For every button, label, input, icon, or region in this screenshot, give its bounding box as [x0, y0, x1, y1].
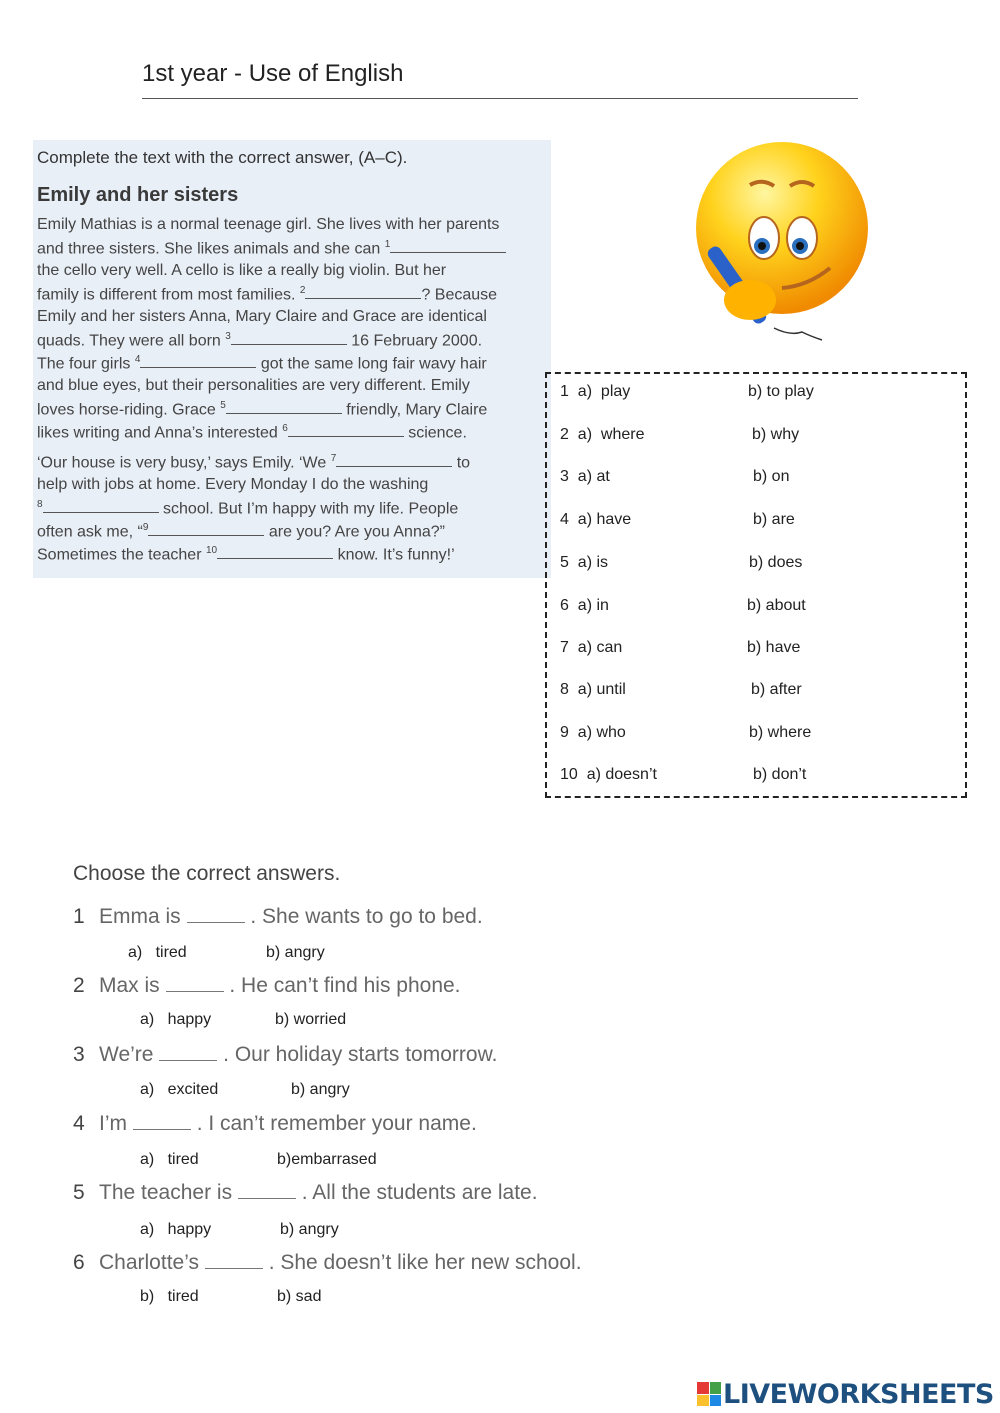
- reading-line: Sometimes the teacher $^{10}$ know. It’s funny!’: [37, 545, 455, 564]
- answer-option-b[interactable]: b) don’t: [753, 766, 807, 783]
- answer-option-b[interactable]: b) about: [747, 597, 806, 614]
- blank-6[interactable]: [288, 424, 404, 437]
- answer-row: 3 a) at: [560, 468, 610, 485]
- reading-line: likes writing and Anna’s interested $^6$ science.: [37, 423, 467, 442]
- option-a[interactable]: a) tired: [128, 944, 187, 961]
- option-a[interactable]: a) tired: [140, 1151, 199, 1168]
- answer-row: 9 a) who: [560, 724, 626, 741]
- answer-row: 6 a) in: [560, 597, 609, 614]
- reading-line: ‘Our house is very busy,’ says Emily. ‘We $^7$ to: [37, 453, 471, 472]
- option-a[interactable]: b) tired: [140, 1288, 199, 1305]
- blank-7[interactable]: [336, 454, 452, 467]
- question-5: 5 The teacher is . All the students are late.: [73, 1181, 538, 1204]
- option-a[interactable]: a) happy: [140, 1221, 212, 1238]
- answer-option-b[interactable]: b) why: [752, 426, 800, 443]
- answer-option-b[interactable]: b) to play: [748, 383, 814, 400]
- answer-option-a[interactable]: a) have: [577, 511, 632, 528]
- reading-line: Emily and her sisters Anna, Mary Claire and Grace are identical: [37, 308, 487, 325]
- answer-option-a[interactable]: a) until: [577, 681, 626, 698]
- answer-option-b[interactable]: b) after: [751, 681, 802, 698]
- answer-option-a[interactable]: a) can: [577, 639, 623, 656]
- question-blank[interactable]: [187, 908, 245, 923]
- blank-3[interactable]: [231, 332, 347, 345]
- liveworksheets-logo: [697, 1378, 994, 1410]
- blank-10[interactable]: [217, 546, 333, 559]
- choose-section-title: Choose the correct answers.: [73, 862, 341, 885]
- question-3: 3 We’re . Our holiday starts tomorrow.: [73, 1043, 498, 1066]
- reading-line: often ask me, “$^9$ are you? Are you Anna?”: [37, 522, 445, 541]
- question-6: 6 Charlotte’s . She doesn’t like her new school.: [73, 1251, 582, 1274]
- answer-option-a[interactable]: a) is: [577, 554, 609, 571]
- answer-option-a[interactable]: a) where: [577, 426, 645, 443]
- blank-8[interactable]: [43, 500, 159, 513]
- answer-row: 1 a) play: [560, 383, 631, 400]
- reading-line: and three sisters. She likes animals and she can $^1$: [37, 239, 506, 258]
- reading-line: help with jobs at home. Every Monday I do the washing: [37, 476, 429, 493]
- writing-emoji-icon: [690, 140, 880, 350]
- option-a[interactable]: a) happy: [140, 1011, 212, 1028]
- blank-9[interactable]: [148, 523, 264, 536]
- answer-row: 5 a) is: [560, 554, 609, 571]
- question-4: 4 I’m . I can’t remember your name.: [73, 1112, 477, 1135]
- reading-line: and blue eyes, but their personalities are very different. Emily: [37, 377, 470, 394]
- answer-option-a[interactable]: a) doesn’t: [586, 766, 657, 783]
- answer-row: 4 a) have: [560, 511, 632, 528]
- blank-5[interactable]: [226, 401, 342, 414]
- question-blank[interactable]: [166, 977, 224, 992]
- logo-mark-icon: [697, 1382, 721, 1406]
- answer-option-a[interactable]: a) at: [577, 468, 610, 485]
- reading-line: loves horse-riding. Grace $^5$ friendly, Mary Claire: [37, 400, 488, 419]
- option-b[interactable]: b) worried: [275, 1011, 347, 1028]
- answer-option-a[interactable]: a) in: [577, 597, 609, 614]
- question-blank[interactable]: [238, 1184, 296, 1199]
- answer-option-b[interactable]: b) are: [753, 511, 795, 528]
- blank-1[interactable]: [390, 240, 506, 253]
- answer-row: 7 a) can: [560, 639, 623, 656]
- answer-row: 2 a) where: [560, 426, 645, 443]
- reading-line: $^8$ school. But I’m happy with my life. People: [37, 499, 459, 518]
- answer-option-b[interactable]: b) have: [747, 639, 801, 656]
- reading-instruction: Complete the text with the correct answer, (A–C).: [37, 148, 408, 167]
- header-rule: [142, 98, 858, 99]
- blank-4[interactable]: [140, 355, 256, 368]
- blank-2[interactable]: [305, 286, 421, 299]
- answer-row: 8 a) until: [560, 681, 626, 698]
- question-blank[interactable]: [205, 1254, 263, 1269]
- answer-option-b[interactable]: b) on: [753, 468, 790, 485]
- option-b[interactable]: b) angry: [280, 1221, 339, 1238]
- reading-line: The four girls $^4$ got the same long fair wavy hair: [37, 354, 487, 373]
- question-1: 1 Emma is . She wants to go to bed.: [73, 905, 483, 928]
- reading-line: the cello very well. A cello is like a really big violin. But her: [37, 262, 447, 279]
- option-b[interactable]: b)embarrased: [277, 1151, 377, 1168]
- reading-line: Emily Mathias is a normal teenage girl. She lives with her parents: [37, 216, 500, 233]
- option-b[interactable]: b) sad: [277, 1288, 322, 1305]
- answer-option-a[interactable]: a) play: [577, 383, 631, 400]
- logo-text: LIVEWORKSHEETS: [723, 1378, 994, 1410]
- reading-title: Emily and her sisters: [37, 184, 239, 206]
- answer-option-b[interactable]: b) where: [749, 724, 812, 741]
- question-blank[interactable]: [133, 1115, 191, 1130]
- answer-option-a[interactable]: a) who: [577, 724, 626, 741]
- question-blank[interactable]: [159, 1046, 217, 1061]
- reading-line: family is different from most families. $^2$ ? Because: [37, 285, 498, 304]
- answer-option-b[interactable]: b) does: [749, 554, 803, 571]
- page-header-title: 1st year - Use of English: [142, 60, 404, 87]
- reading-panel: [33, 140, 551, 578]
- answer-row: 10 a) doesn’t: [560, 766, 657, 783]
- question-2: 2 Max is . He can’t find his phone.: [73, 974, 461, 997]
- answer-options-box: [545, 372, 967, 798]
- option-b[interactable]: b) angry: [291, 1081, 350, 1098]
- option-a[interactable]: a) excited: [140, 1081, 219, 1098]
- option-b[interactable]: b) angry: [266, 944, 325, 961]
- reading-line: quads. They were all born $^3$ 16 February 2000.: [37, 331, 483, 350]
